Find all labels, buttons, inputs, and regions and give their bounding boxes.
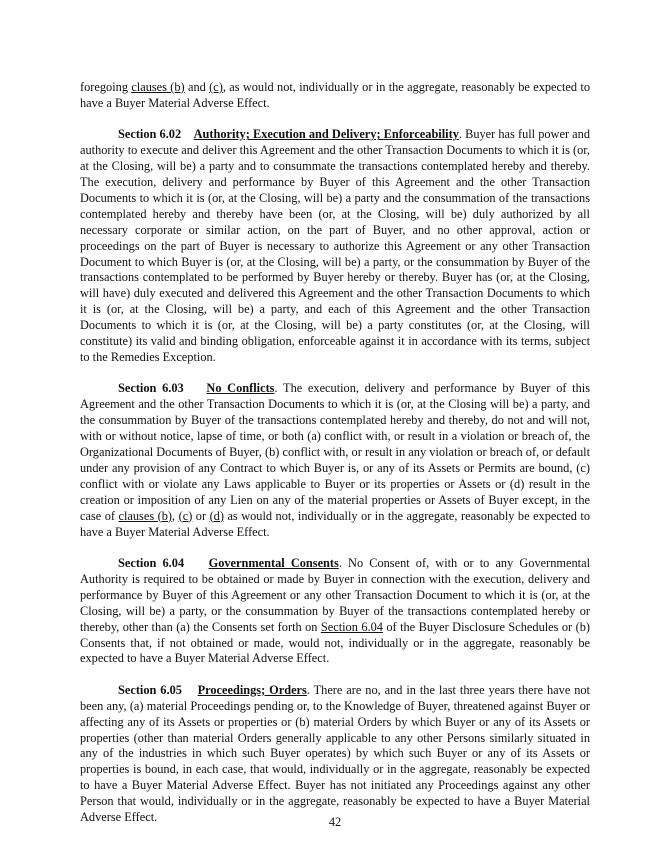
section-body: . No Consent of, with or to any Governmental Authority is required to be obtained or made by Buyer in connection with the execution, delivery and performance by Buyer of this Agreement or any other Transaction Document to which it is (or, at the Closing, will be) a party, or the consummation by Buyer of the transactions contemplated hereby or thereby, other than (a) the Consents set forth on: [80, 555, 591, 634]
section-number: Section 6.02: [118, 127, 182, 142]
clause-reference: (c): [209, 80, 223, 94]
section-body: . The execution, delivery and performance by Buyer of this Agreement and the other Transaction Documents to which it is (or, at the Closing will be) a party, and the consummation by Buyer of the transactions contemplated hereby and thereby, do not and will not, with or without notice, lapse of time, or both (a) conflict with, or result in a violation or breach of, the Organizational Documents of Buyer, (b) conflict with, or result in any violation or breach of, or default under any provision of any Contract to which Buyer is, or any of its Assets or Permits are bound, (c) conflict with or violate any Laws applicable to Buyer or its properties or Assets or (d) result in the creation or imposition of any Lien on any of the material properties or Assets of Buyer except, in the case of: [80, 381, 590, 523]
text: and: [184, 80, 210, 94]
text: as would not, individually or in the aggregate, reasonably be expected to have a Buyer Material Adverse Effect.: [80, 508, 591, 539]
section-title: Proceedings; Orders: [197, 682, 307, 697]
clause-reference: clauses (b): [118, 508, 173, 523]
section-6-05: [80, 683, 590, 826]
section-6-03: [80, 381, 590, 540]
document-page: [80, 80, 590, 841]
section-6-04: [80, 556, 590, 667]
paragraph-continuation: [80, 80, 590, 112]
section-number: Section 6.03: [118, 381, 184, 396]
section-6-02: [80, 127, 590, 366]
section-reference: Section 6.04: [320, 619, 383, 634]
clause-reference: (c): [178, 508, 193, 523]
text: , as would not, individually or in the aggregate, reasonably be expected to have a Buyer Material Adverse Effect.: [80, 80, 590, 110]
text: or: [192, 508, 210, 523]
section-body: . There are no, and in the last three years there have not been any, (a) material Proceedings pending or, to the Knowledge of Buyer, threatened against Buyer or affecting any of its Assets or properties or (b) material Orders by which Buyer or any of its Assets or properties (other than material Orders generally applicable to any other Persons similarly situated in any of the industries in which such Buyer operates) by which such Buyer or any of its Assets or properties is bound, in each case, that would, individually or in the aggregate, reasonably be expected to have a Buyer Material Adverse Effect. Buyer has not initiated any Proceedings against any other Person that would, individually or in the aggregate, reasonably be expected to have a Buyer Material Adverse Effect.: [80, 682, 590, 825]
section-title: Governmental Consents: [208, 555, 339, 570]
text: ,: [172, 508, 179, 523]
section-title: Authority; Execution and Delivery; Enforceability: [193, 127, 459, 142]
text: foregoing: [80, 80, 132, 94]
clause-reference: clauses (b): [131, 80, 185, 94]
section-title: No Conflicts: [206, 381, 275, 396]
section-number: Section 6.05: [118, 682, 182, 697]
page-number: 42: [328, 815, 342, 829]
section-body: . Buyer has full power and authority to execute and deliver this Agreement and the other Transaction Documents to which it is (or, at the Closing, will be) a party and to consummate the transactions contemplated hereby and thereby. The execution, delivery and performance by Buyer of this Agreement and the other Transaction Documents to which it is (or, at the Closing, will be) a party and the consummation of the transactions contemplated hereby and thereby have been (or, at the Closing, will be) duly authorized by all necessary corporate or similar action, on the part of Buyer, and no other approval, action or proceedings on the part of Buyer is necessary to authorize this Agreement or any other Transaction Document to which Buyer is (or, at the Closing, will be) a party, or the consummation by Buyer of the transactions contemplated to be performed by Buyer hereby or thereby. Buyer has (or, at the Closing, will have) duly executed and delivered this Agreement and the other Transaction Documents to which it is (or, at the Closing, will be) a party, and each of this Agreement and the other Transaction Documents to which it is (or, at the Closing, will be) a party constitutes (or, at the Closing, will constitute) its valid and binding obligation, enforceable against it in accordance with its terms, subject to the Remedies Exception.: [80, 127, 590, 364]
clause-reference: (d): [209, 508, 224, 523]
section-number: Section 6.04: [118, 555, 185, 570]
text: of the Buyer Disclosure Schedules or (b) Consents that, if not obtained or made, would not, individually or in the aggregate, reasonably be expected to have a Buyer Material Adverse Effect.: [80, 619, 590, 666]
